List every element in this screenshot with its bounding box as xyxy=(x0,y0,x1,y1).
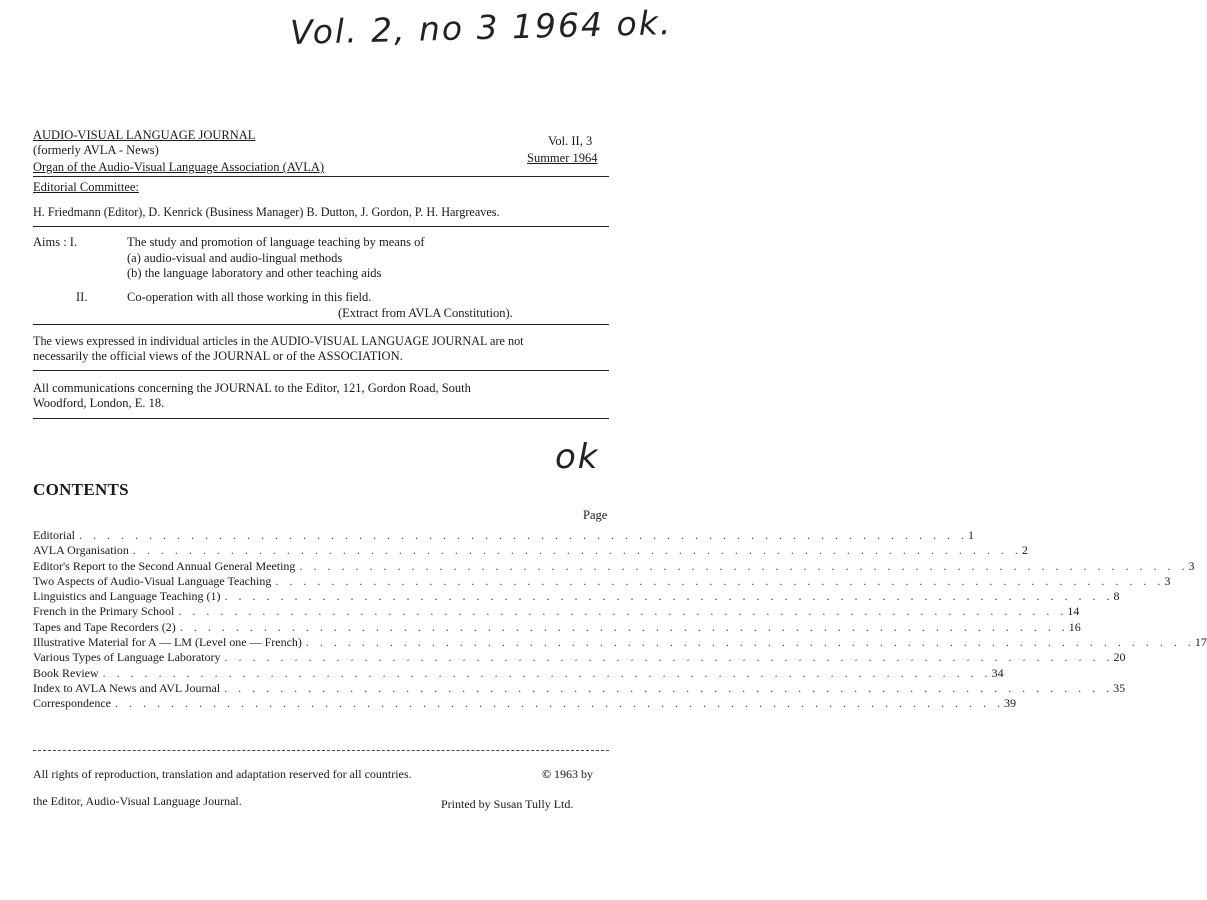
communications-divider xyxy=(33,418,609,419)
toc-leader-dots: . . . . . . . . . . . . . . . . . . . . . . . . . . . . . . . . . . . . . . . . . . . . . . . . . . . . . . . . . . . . . . . . xyxy=(224,589,1114,604)
rights-notice: All rights of reproduction, translation and adaptation reserved for all countries. xyxy=(33,767,412,781)
toc-leader-dots: . . . . . . . . . . . . . . . . . . . . . . . . . . . . . . . . . . . . . . . . . . . . . . . . . . . . . . . . . . . . . . . . xyxy=(132,543,1022,558)
toc-title: AVLA Organisation xyxy=(33,543,129,558)
copyright-notice xyxy=(542,767,593,782)
table-of-contents xyxy=(33,528,1207,712)
toc-leader-dots: . . . . . . . . . . . . . . . . . . . . . . . . . . . . . . . . . . . . . . . . . . . . . . . . . . . . . . . . . . . . . . . . xyxy=(79,528,968,542)
toc-leader-dots: . . . . . . . . . . . . . . . . . . . . . . . . . . . . . . . . . . . . . . . . . . . . . . . . . . . . . . . . . . . . . . . . xyxy=(102,665,992,680)
toc-page-number: 17 xyxy=(1194,635,1207,650)
toc-title: Various Types of Language Laboratory xyxy=(33,650,221,665)
toc-title: Correspondence xyxy=(33,696,111,711)
aims-divider xyxy=(33,324,609,325)
toc-row xyxy=(33,635,1207,650)
toc-title: Book Review xyxy=(33,665,99,680)
aim-two: Co-operation with all those working in this field. xyxy=(127,290,372,304)
communications-line-1: All communications concerning the JOURNAL to the Editor, 121, Gordon Road, South xyxy=(33,381,471,395)
toc-leader-dots: . . . . . . . . . . . . . . . . . . . . . . . . . . . . . . . . . . . . . . . . . . . . . . . . . . . . . . . . . . . . . . . . xyxy=(224,680,1114,695)
toc-leader-dots: . . . . . . . . . . . . . . . . . . . . . . . . . . . . . . . . . . . . . . . . . . . . . . . . . . . . . . . . . . . . . . . . xyxy=(299,558,1189,573)
toc-page-number: 20 xyxy=(1113,650,1126,665)
toc-page-number: 14 xyxy=(1067,604,1080,619)
toc-page-number: 2 xyxy=(1021,543,1028,558)
formerly-note: (formerly AVLA - News) xyxy=(33,143,159,157)
copyright-year: 1963 by xyxy=(553,767,593,781)
aims-label-two: II. xyxy=(76,290,88,304)
toc-page-number: 3 xyxy=(1188,558,1195,573)
toc-title: Two Aspects of Audio-Visual Language Teaching xyxy=(33,573,272,588)
handwritten-volume-note: Vol. 2, no 3 1964 ok. xyxy=(289,3,673,52)
toc-title: Index to AVLA News and AVL Journal xyxy=(33,680,221,695)
journal-title: AUDIO-VISUAL LANGUAGE JOURNAL xyxy=(33,128,256,142)
toc-row xyxy=(33,696,1016,711)
issue-date: Summer 1964 xyxy=(527,151,598,165)
disclaimer-line-1: The views expressed in individual articles in the AUDIO-VISUAL LANGUAGE JOURNAL are not xyxy=(33,334,524,348)
toc-title: French in the Primary School xyxy=(33,604,175,619)
toc-page-number: 35 xyxy=(1113,680,1126,695)
printer-line: Printed by Susan Tully Ltd. xyxy=(441,797,574,811)
communications-line-2: Woodford, London, E. 18. xyxy=(33,396,165,410)
toc-row xyxy=(33,558,1195,574)
toc-row xyxy=(33,665,1004,681)
contents-heading: CONTENTS xyxy=(33,480,129,499)
aim-one-b: (b) the language laboratory and other teaching aids xyxy=(127,266,382,280)
footer-divider xyxy=(33,750,609,751)
toc-title: Illustrative Material for A — LM (Level one — French) xyxy=(33,635,302,650)
volume-number: Vol. II, 3 xyxy=(548,134,593,148)
disclaimer-line-2: necessarily the official views of the JOURNAL or of the ASSOCIATION. xyxy=(33,349,403,363)
contents-page-label: Page xyxy=(583,508,608,522)
toc-page-number: 1 xyxy=(968,528,974,542)
toc-page-number: 39 xyxy=(1003,696,1016,711)
toc-row xyxy=(33,543,1028,558)
toc-row xyxy=(33,680,1126,696)
toc-leader-dots: . . . . . . . . . . . . . . . . . . . . . . . . . . . . . . . . . . . . . . . . . . . . . . . . . . . . . . . . . . . . . . . . xyxy=(178,604,1068,619)
aim-one: The study and promotion of language teaching by means of xyxy=(127,235,425,249)
committee-divider xyxy=(33,226,609,227)
handwritten-ok-note: ok xyxy=(555,437,600,477)
toc-page-number: 34 xyxy=(991,665,1004,680)
header-divider xyxy=(33,176,609,177)
committee-members: H. Friedmann (Editor), D. Kenrick (Business Manager) B. Dutton, J. Gordon, P. H. Hargreaves. xyxy=(33,205,500,219)
toc-leader-dots: . . . . . . . . . . . . . . . . . . . . . . . . . . . . . . . . . . . . . . . . . . . . . . . . . . . . . . . . . . . . . . . . xyxy=(305,635,1195,650)
toc-title: Editor's Report to the Second Annual General Meeting xyxy=(33,558,296,573)
toc-leader-dots: . . . . . . . . . . . . . . . . . . . . . . . . . . . . . . . . . . . . . . . . . . . . . . . . . . . . . . . . . . . . . . . . xyxy=(224,650,1114,665)
toc-leader-dots: . . . . . . . . . . . . . . . . . . . . . . . . . . . . . . . . . . . . . . . . . . . . . . . . . . . . . . . . . . . . . . . . xyxy=(179,619,1069,634)
toc-row xyxy=(33,619,1081,635)
toc-row xyxy=(33,650,1126,665)
toc-row xyxy=(33,589,1120,604)
organ-line: Organ of the Audio-Visual Language Association (AVLA) xyxy=(33,160,325,174)
toc-leader-dots: . . . . . . . . . . . . . . . . . . . . . . . . . . . . . . . . . . . . . . . . . . . . . . . . . . . . . . . . . . . . . . . . xyxy=(114,696,1004,711)
aim-one-a: (a) audio-visual and audio-lingual methods xyxy=(127,251,343,265)
toc-title: Editorial xyxy=(33,528,75,542)
toc-page-number: 3 xyxy=(1164,573,1171,588)
aims-label: Aims : I. xyxy=(33,235,78,249)
copyright-icon: © xyxy=(542,767,551,781)
committee-heading: Editorial Committee: xyxy=(33,180,139,194)
toc-row xyxy=(33,573,1171,589)
toc-row xyxy=(33,528,974,543)
aims-source: (Extract from AVLA Constitution). xyxy=(338,306,513,320)
toc-title: Tapes and Tape Recorders (2) xyxy=(33,619,176,634)
toc-title: Linguistics and Language Teaching (1) xyxy=(33,589,221,604)
disclaimer-divider xyxy=(33,370,609,371)
toc-page-number: 8 xyxy=(1113,589,1120,604)
toc-row xyxy=(33,604,1080,619)
editor-line: the Editor, Audio-Visual Language Journal. xyxy=(33,794,242,808)
toc-page-number: 16 xyxy=(1068,619,1081,634)
toc-leader-dots: . . . . . . . . . . . . . . . . . . . . . . . . . . . . . . . . . . . . . . . . . . . . . . . . . . . . . . . . . . . . . . . . xyxy=(275,573,1165,588)
